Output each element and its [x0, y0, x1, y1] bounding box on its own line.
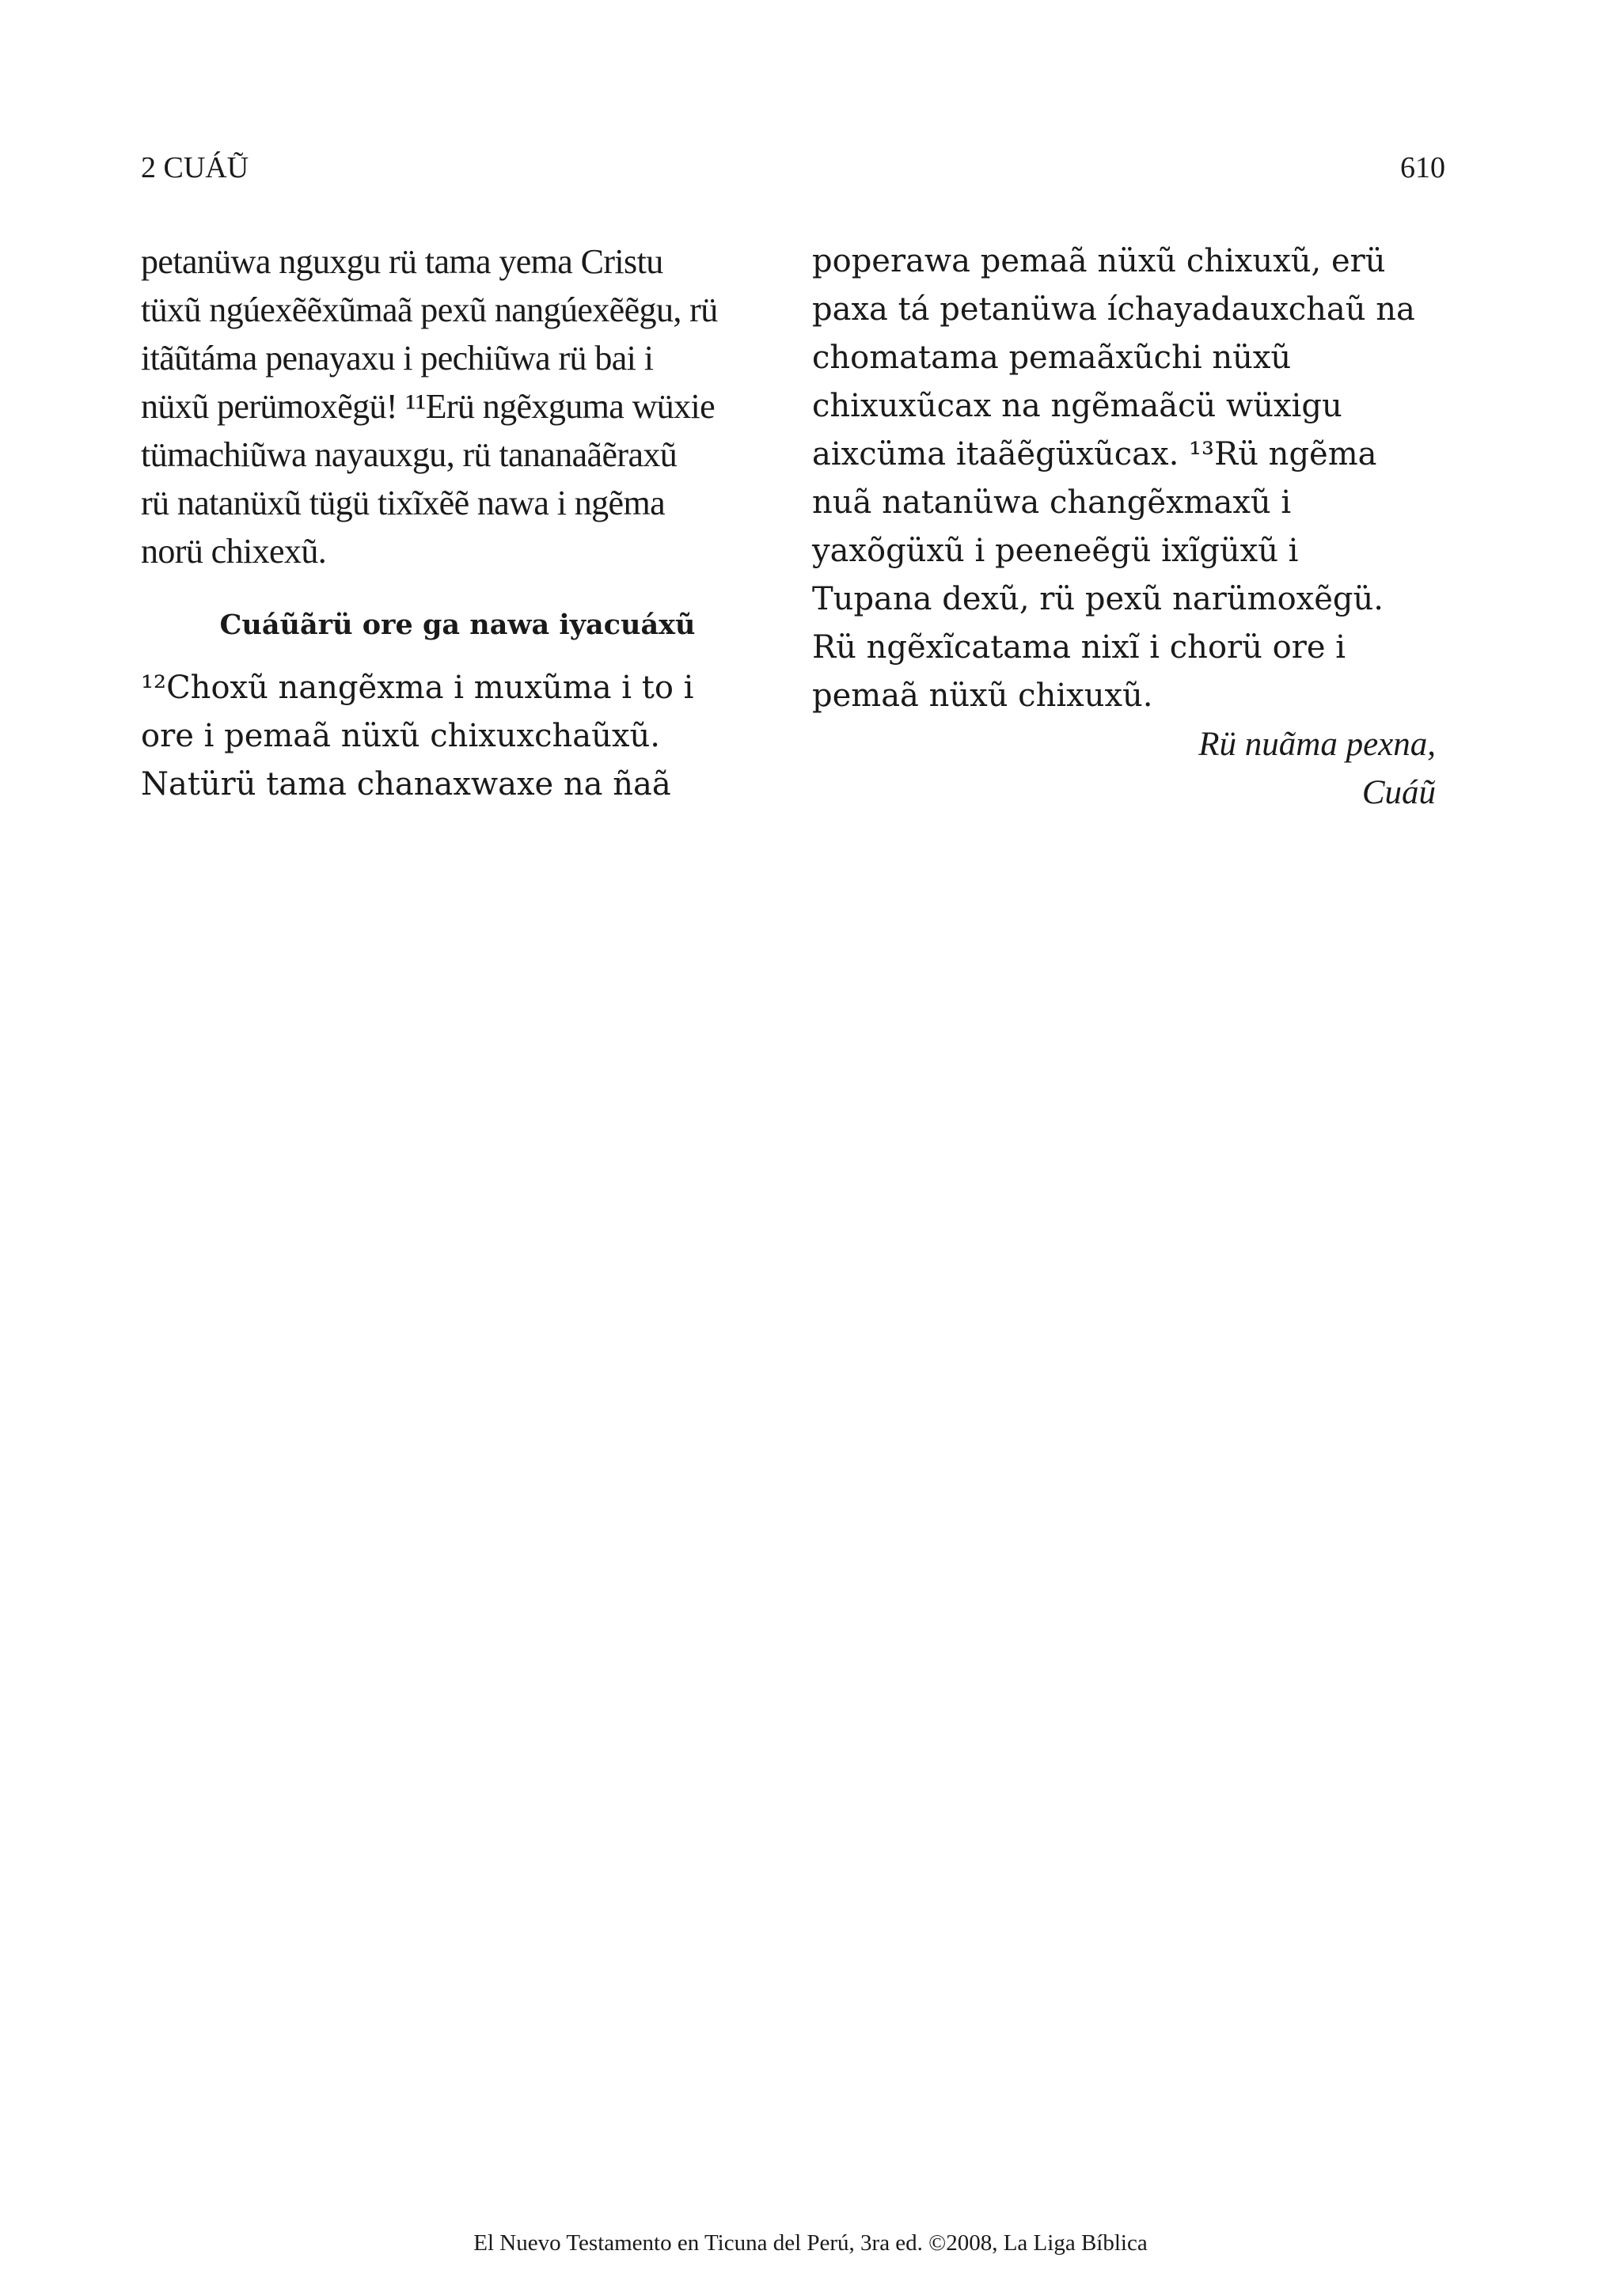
running-head [141, 144, 1445, 192]
body-paragraph: ¹²Choxũ nangẽxma i muxũma i to i ore i pemaã nüxũ chixuxchaũxũ. Natürü tama chanaxwaxe na ñaã [141, 670, 694, 803]
signature: Rü nuãma pexna, Cuáũ [1198, 726, 1436, 811]
body-paragraph: poperawa pemaã nüxũ chixuxũ, erü paxa tá petanüwa íchayadauxchaũ na chomatama pemaãxũchi nüxũ chixuxũcax na ngẽmaãcü wüxigu aixcüma itaãẽgüxũcax. ¹³Rü ngẽma nuã natanüwa changẽxmaxũ i yaxõgüxũ i peeneẽgü ixĩgüxũ i Tupana dexũ, rü pexũ narümoxẽgü. Rü ngẽxĩcatama nixĩ i chorü ore i pemaã nüxũ chixuxũ. [812, 243, 1415, 714]
footer-copyright: El Nuevo Testamento en Ticuna del Perú, 3ra ed. ©2008, La Liga Bíblica [473, 2230, 1148, 2256]
right-column [812, 237, 1445, 817]
page-number: 610 [1400, 151, 1445, 184]
left-column [141, 237, 774, 809]
section-heading: Cuáũãrü ore ga nawa iyacuáxũ [219, 609, 696, 641]
book-title: 2 CUÁŨ [141, 151, 249, 184]
body-paragraph: petanüwa nguxgu rü tama yema Cristu tüxũ ngúexẽẽxũmaã pexũ nangúexẽẽgu, rü itãũtáma penayaxu i pechiũwa rü bai i nüxũ perümoxẽgü! ¹¹Erü ngẽxguma wüxie tümachiũwa nayauxgu, rü tananaãẽraxũ rü natanüxũ tügü tixĩxẽẽ nawa i ngẽma norü chixexũ. [141, 242, 718, 571]
